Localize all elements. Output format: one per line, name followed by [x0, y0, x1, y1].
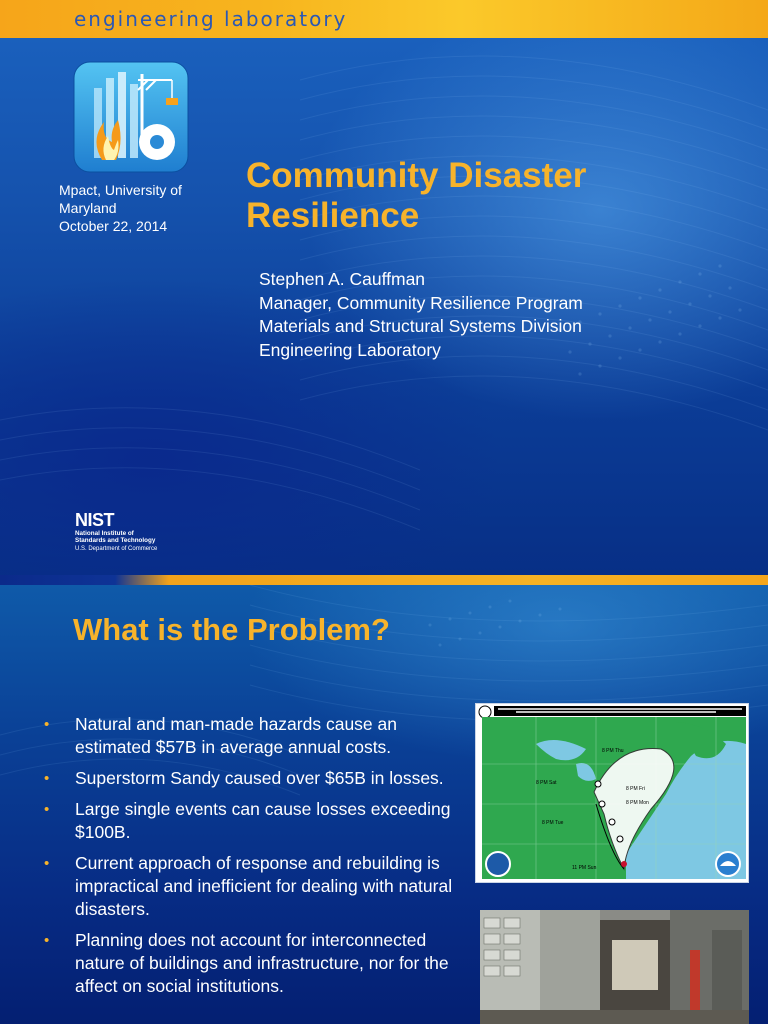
nist-line-2: Standards and Technology	[75, 537, 156, 544]
list-item	[42, 852, 462, 921]
slide-divider	[0, 575, 768, 585]
bullet-icon: •	[44, 770, 50, 787]
damage-photo	[480, 910, 749, 1024]
map-label-tue: 8 PM Tue	[542, 820, 564, 826]
map-label-mon: 8 PM Mon	[626, 800, 649, 806]
hurricane-forecast-map	[475, 703, 749, 883]
list-item	[42, 798, 462, 844]
damage-photo-graphic	[480, 910, 749, 1024]
map-label-sat: 8 PM Sat	[536, 780, 557, 786]
nws-seal-icon	[486, 852, 510, 876]
slide-title	[246, 156, 686, 236]
event-info	[59, 181, 209, 235]
slide-title-line-1: Community Disaster	[246, 156, 587, 195]
forecast-map-graphic	[476, 704, 748, 882]
bullet-text: Natural and man-made hazards cause an estimated $57B in average annual costs.	[75, 714, 397, 757]
bullet-icon: •	[44, 932, 50, 949]
bullet-text: Large single events can cause losses exceeding $100B.	[75, 799, 451, 842]
nist-line-3: U.S. Department of Commerce	[75, 546, 158, 552]
bullet-list	[42, 713, 462, 1006]
bullet-text: Current approach of response and rebuilding is impractical and inefficient for dealing with natural disasters.	[75, 853, 453, 919]
map-label-sun: 11 PM Sun	[572, 865, 597, 871]
bullet-icon: •	[44, 716, 50, 733]
slide-title: What is the Problem?	[73, 612, 390, 647]
list-item	[42, 713, 462, 759]
nist-line-1: National Institute of	[75, 530, 134, 537]
bullet-text: Planning does not account for interconnected nature of buildings and infrastructure, nor for the affect on social institutions.	[75, 930, 449, 996]
event-line-1: Mpact, University of	[59, 182, 182, 198]
speaker-division: Materials and Structural Systems Division	[259, 316, 582, 336]
bullet-icon: •	[44, 801, 50, 818]
list-item	[42, 767, 462, 790]
speaker-info	[259, 268, 679, 362]
list-item	[42, 929, 462, 998]
event-date: October 22, 2014	[59, 218, 168, 234]
header-title: engineering laboratory	[74, 7, 348, 31]
engineering-lab-logo	[72, 60, 190, 174]
speaker-lab: Engineering Laboratory	[259, 339, 441, 360]
problem-slide	[0, 585, 768, 1024]
nist-acronym: NIST	[75, 510, 115, 530]
speaker-name: Stephen A. Cauffman	[259, 269, 426, 289]
nist-logo	[75, 510, 195, 556]
bullet-text: Superstorm Sandy caused over $65B in losses.	[75, 768, 444, 788]
map-label-fri: 8 PM Fri	[626, 786, 645, 792]
bullet-icon: •	[44, 855, 50, 872]
speaker-role: Manager, Community Resilience Program	[259, 292, 583, 313]
slide-title-line-2: Resilience	[246, 196, 420, 235]
event-line-2: Maryland	[59, 200, 117, 216]
map-label-thu: 8 PM Thu	[602, 748, 624, 754]
